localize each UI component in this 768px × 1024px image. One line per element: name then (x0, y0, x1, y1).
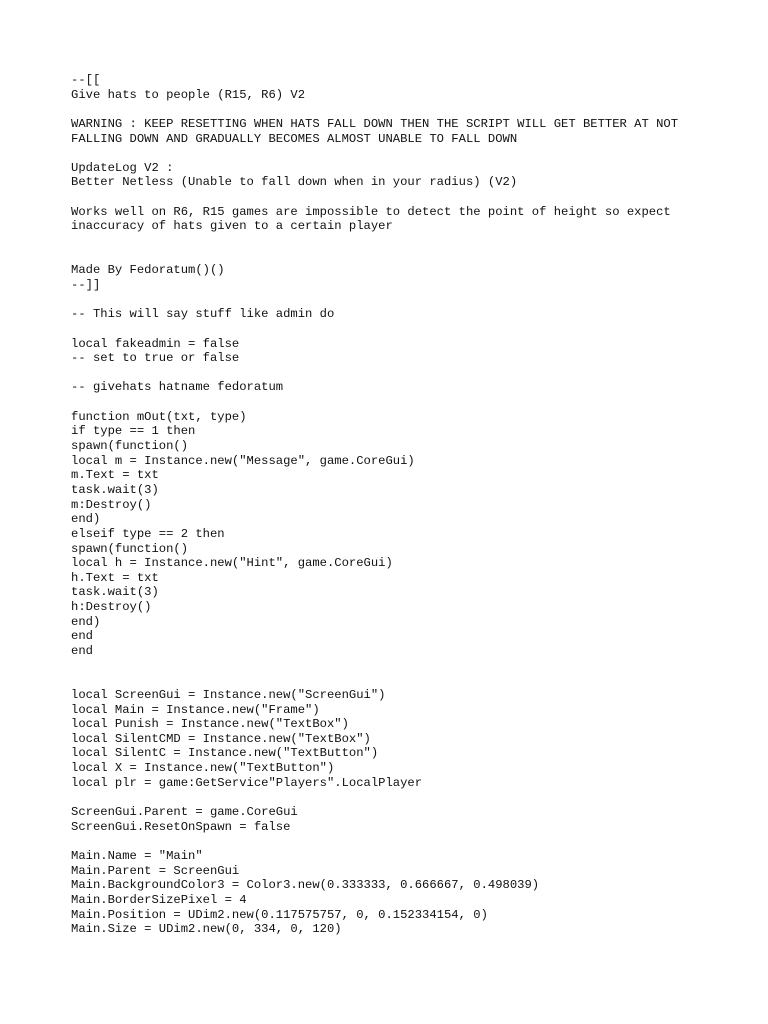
code-line: -- givehats hatname fedoratum (71, 380, 284, 395)
code-line: WARNING : KEEP RESETTING WHEN HATS FALL DOWN THEN THE SCRIPT WILL GET BETTER AT NOT (71, 116, 679, 131)
code-line: local h = Instance.new("Hint", game.CoreGui) (71, 556, 393, 571)
code-line: local X = Instance.new("TextButton") (71, 761, 335, 776)
code-line: UpdateLog V2 : (71, 160, 174, 175)
code-line: Main.Position = UDim2.new(0.117575757, 0, 0.152334154, 0) (71, 907, 488, 922)
code-line: Made By Fedoratum()() (71, 263, 225, 278)
blank-line (71, 322, 751, 337)
blank-line (71, 249, 751, 264)
code-line: --]] (71, 277, 101, 292)
code-line: ScreenGui.Parent = game.CoreGui (71, 805, 298, 820)
code-line: end) (71, 614, 101, 629)
blank-line (71, 190, 751, 205)
code-line: Give hats to people (R15, R6) V2 (71, 87, 306, 102)
code-line: local m = Instance.new("Message", game.CoreGui) (71, 453, 415, 468)
blank-line (71, 834, 751, 849)
code-line: local SilentC = Instance.new("TextButton") (71, 746, 379, 761)
code-line: local plr = game:GetService"Players".LocalPlayer (71, 775, 423, 790)
code-line: Works well on R6, R15 games are impossible to detect the point of height so expect (71, 204, 671, 219)
code-line: elseif type == 2 then (71, 526, 225, 541)
blank-line (71, 146, 751, 161)
code-line: -- This will say stuff like admin do (71, 307, 335, 322)
code-line: h:Destroy() (71, 600, 152, 615)
code-line: Main.Size = UDim2.new(0, 334, 0, 120) (71, 922, 342, 937)
code-line: if type == 1 then (71, 424, 196, 439)
code-line: spawn(function() (71, 439, 189, 454)
code-line: local ScreenGui = Instance.new("ScreenGui") (71, 687, 386, 702)
code-line: local SilentCMD = Instance.new("TextBox") (71, 731, 371, 746)
code-line: end (71, 643, 93, 658)
code-line: Better Netless (Unable to fall down when in your radius) (V2) (71, 175, 518, 190)
code-line: local fakeadmin = false (71, 336, 240, 351)
code-line: -- set to true or false (71, 351, 240, 366)
code-line: local Punish = Instance.new("TextBox") (71, 717, 349, 732)
blank-line (71, 234, 751, 249)
code-line: --[[ (71, 73, 101, 87)
blank-line (71, 790, 751, 805)
code-line: task.wait(3) (71, 482, 159, 497)
code-line: end) (71, 512, 101, 527)
code-line: h.Text = txt (71, 570, 159, 585)
blank-line (71, 366, 751, 381)
blank-line (71, 102, 751, 117)
code-line: m.Text = txt (71, 468, 159, 483)
code-line: m:Destroy() (71, 497, 152, 512)
code-line: task.wait(3) (71, 585, 159, 600)
code-line: inaccuracy of hats given to a certain player (71, 219, 393, 234)
code-line: local Main = Instance.new("Frame") (71, 702, 320, 717)
code-line: Main.Name = "Main" (71, 848, 203, 863)
code-line: ScreenGui.ResetOnSpawn = false (71, 819, 291, 834)
code-line: Main.Parent = ScreenGui (71, 863, 240, 878)
blank-line (71, 293, 751, 308)
code-line: end (71, 629, 93, 644)
blank-line (71, 659, 751, 674)
script-text (71, 73, 751, 937)
code-line: spawn(function() (71, 541, 189, 556)
code-line: Main.BorderSizePixel = 4 (71, 892, 247, 907)
code-line: function mOut(txt, type) (71, 409, 247, 424)
blank-line (71, 673, 751, 688)
blank-line (71, 395, 751, 410)
code-line: Main.BackgroundColor3 = Color3.new(0.333333, 0.666667, 0.498039) (71, 878, 540, 893)
code-line: FALLING DOWN AND GRADUALLY BECOMES ALMOST UNABLE TO FALL DOWN (71, 131, 518, 146)
